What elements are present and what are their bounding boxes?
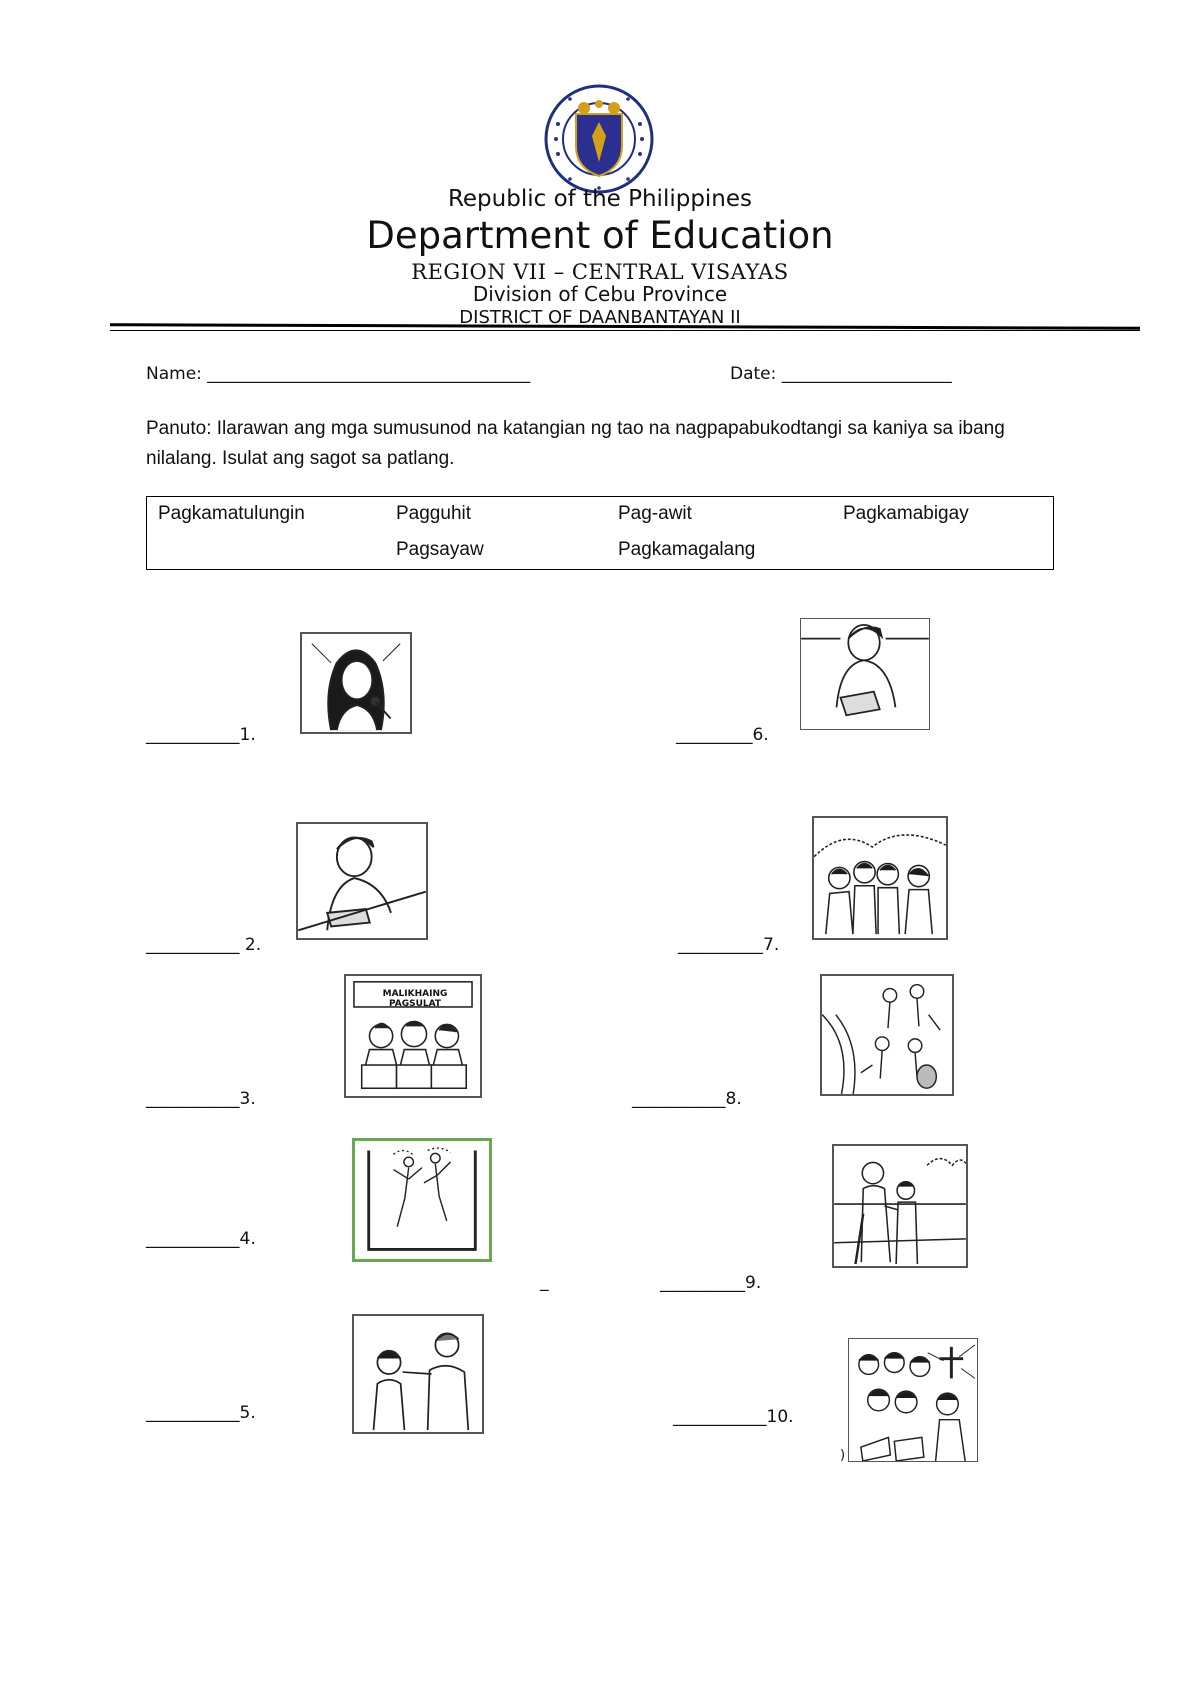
answer-blank-2[interactable]: ___________ 2. bbox=[146, 935, 262, 955]
choice-item: Pagkamabigay bbox=[843, 503, 969, 524]
children-contest-icon bbox=[344, 974, 482, 1098]
boy-helping-elder-icon bbox=[832, 1144, 968, 1268]
choice-item: Pagkamatulungin bbox=[158, 503, 305, 524]
children-sharing-icon bbox=[812, 816, 948, 940]
girl-singing-icon bbox=[300, 632, 412, 734]
children-cleaning-icon bbox=[820, 974, 954, 1096]
date-field[interactable]: Date: ____________________ bbox=[730, 364, 952, 384]
choice-item: Pag-awit bbox=[618, 503, 692, 524]
department-heading: Department of Education bbox=[366, 214, 834, 257]
answer-blank-8[interactable]: ___________8. bbox=[632, 1089, 742, 1109]
choice-item: Pagkamagalang bbox=[618, 539, 756, 560]
answer-blank-5[interactable]: ___________5. bbox=[146, 1403, 256, 1423]
child-blessing-elder-icon bbox=[352, 1314, 484, 1434]
boy-writing-icon bbox=[800, 618, 930, 730]
answer-blank-7[interactable]: __________7. bbox=[678, 935, 780, 955]
choice-item: Pagsayaw bbox=[396, 539, 484, 560]
division-heading: Division of Cebu Province bbox=[472, 282, 728, 306]
republic-heading: Republic of the Philippines bbox=[447, 186, 753, 212]
answer-blank-3[interactable]: ___________3. bbox=[146, 1089, 256, 1109]
answer-blank-10[interactable]: ___________10. bbox=[673, 1407, 794, 1427]
district-heading: DISTRICT OF DAANBANTAYAN II bbox=[459, 307, 741, 328]
deped-seal-icon bbox=[540, 84, 658, 194]
stray-paren: ) bbox=[840, 1448, 846, 1463]
answer-blank-4[interactable]: ___________4. bbox=[146, 1229, 256, 1249]
name-field[interactable]: Name: ______________________________________ bbox=[146, 364, 531, 384]
dancing-figures-icon bbox=[352, 1138, 492, 1262]
answer-blank-1[interactable]: ___________1. bbox=[146, 725, 256, 745]
answer-blank-6[interactable]: _________6. bbox=[676, 725, 769, 745]
region-heading: REGION VII – CENTRAL VISAYAS bbox=[411, 260, 789, 284]
boy-drawing-icon bbox=[296, 822, 428, 940]
contest-banner: MALIKHAING PAGSULAT bbox=[382, 989, 448, 1009]
answer-blank-9[interactable]: __________9. bbox=[660, 1273, 762, 1293]
children-choir-icon bbox=[848, 1338, 978, 1462]
instructions-text: Panuto: Ilarawan ang mga sumusunod na katangian ng tao na nagpapabukodtangi sa kaniya sa ibang nilalang. Isulat ang sagot sa patlang. bbox=[146, 418, 1005, 469]
stray-dash: _ bbox=[540, 1272, 549, 1292]
choice-item: Pagguhit bbox=[396, 503, 472, 524]
choices-box bbox=[146, 496, 1054, 570]
header-divider-thin bbox=[110, 330, 1140, 331]
